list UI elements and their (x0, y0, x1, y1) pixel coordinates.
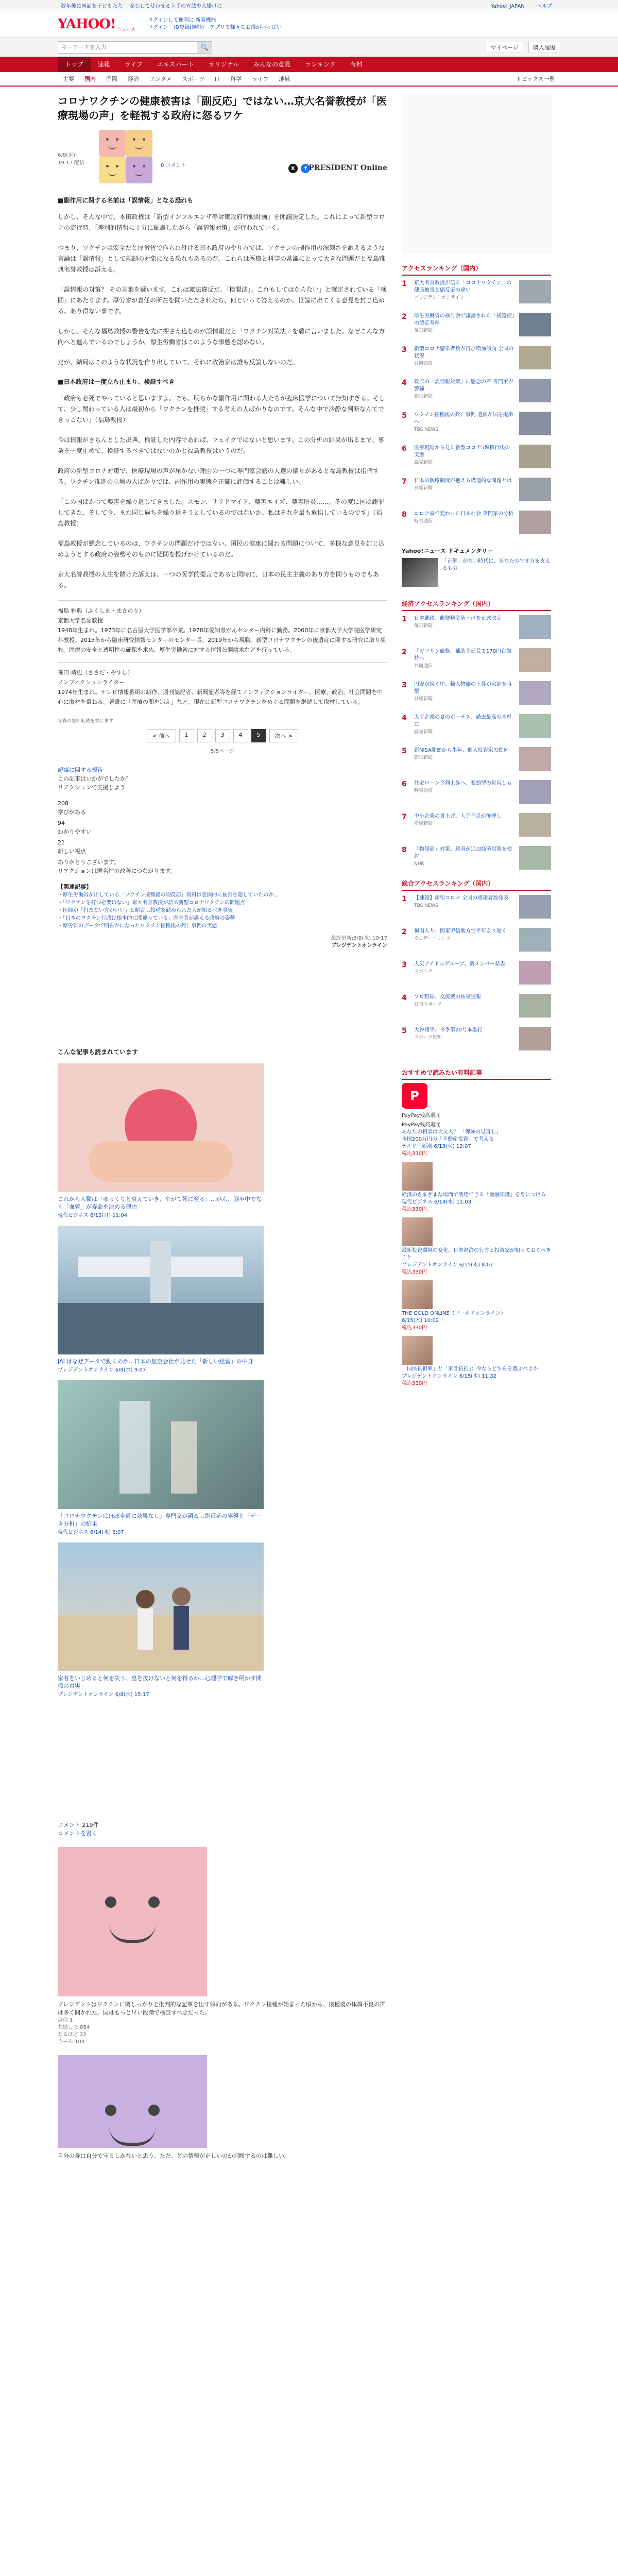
author2-title: ノンフィクションライター (58, 679, 125, 686)
recommended-card[interactable] (58, 1063, 264, 1218)
paid-article-source: 6/15(木) 10:02 (402, 1318, 439, 1324)
ranking-item[interactable] (402, 313, 551, 338)
search-bar (0, 37, 618, 57)
sub-nav (0, 72, 618, 87)
prev-page-button[interactable]: < 前へ (147, 729, 176, 742)
rank-number: 5 (402, 412, 407, 420)
author1-name: 福島 雅典（ふくしま・まさのり） (58, 607, 145, 614)
comment-item (58, 2055, 387, 2160)
cat-opinion[interactable]: みんなの意見 (253, 61, 291, 68)
rank-thumbnail[interactable] (519, 615, 551, 639)
total-ranking-heading: 総合アクセスランキング（国内） (402, 879, 551, 891)
related-heading: 【関連記事】 (58, 884, 92, 890)
rank-title[interactable]: 新型コロナ感染者数が再び増加傾向 全国の状況 (414, 346, 514, 359)
tab-it[interactable]: IT (215, 75, 220, 82)
author-profiles (58, 600, 387, 707)
rank-number: 4 (402, 379, 407, 387)
ranking-item[interactable] (402, 928, 551, 954)
rank-number: 2 (402, 928, 407, 936)
card-title[interactable]: JALはなぜデータで動くのか…日本の航空会社が見せた「新しい経営」の中身 (58, 1358, 253, 1365)
paid-article-source: プレジデントオンライン 6/15(木) 8:07 (402, 1262, 493, 1268)
ranking-item[interactable] (402, 714, 551, 740)
documentary-box (402, 547, 551, 587)
site-header (0, 11, 618, 37)
top-utility-bar (0, 0, 618, 11)
rank-source: 産経新聞 (414, 821, 433, 826)
ranking-item[interactable] (402, 445, 551, 470)
ranking-item[interactable] (402, 994, 551, 1020)
rank-source: 朝日新聞 (414, 394, 433, 399)
paid-article-price: 税込330円 (402, 1325, 427, 1331)
paid-article-title[interactable]: 「国民負担率」と「家計負担」：今ならどちらを選ぶべきか (402, 1366, 538, 1372)
rank-number: 4 (402, 714, 407, 722)
rank-source: NHK (414, 861, 424, 867)
ranking-item[interactable] (402, 681, 551, 707)
search-icon[interactable]: 🔍 (197, 42, 212, 53)
facebook-share-icon[interactable]: f (301, 164, 310, 173)
recommended-card[interactable] (58, 1226, 264, 1373)
register-link[interactable]: ID登録(無料) (174, 25, 204, 30)
paragraph: 「この国はかつて薬害を繰り返してきました。スモン、サリドマイド、薬害エイズ、薬害肝炎……。その度に国は謝罪してきた。そして今、また同じ過ちを繰り返そうとしているのではないか。私はそれを最も危惧しているのです」（福島教授） (58, 498, 384, 527)
paid-articles-list (402, 1122, 551, 1387)
author2-bio: 1974年生まれ。テレビ情報番組の制作、週刊誌記者、新聞記者等を経てノンフィクションライター。医療、政治、社会問題を中心に取材を重ねる。著書に「医療の闇を追え」など。現在は新型コロナワクチンをめぐる問題を継続して取材している。 (58, 689, 383, 705)
card-source: 現代ビジネス 6/14(水) 6:07 (58, 1530, 124, 1535)
recommended-card[interactable] (58, 1543, 264, 1698)
paid-article-title[interactable]: THE GOLD ONLINE（ゴールドオンライン） (402, 1311, 506, 1316)
page-2[interactable]: 2 (197, 729, 212, 742)
article-title: コロナワクチンの健康被害は「副反応」ではない…京大名誉教授が「医療現場の声」を軽視する政府に怒るワケ (58, 95, 387, 122)
rank-title[interactable]: 「物価高」対策、政府が追加経済対策を検討 (414, 846, 512, 859)
total-ranking-list (402, 895, 551, 1053)
commenter-avatar-icon (58, 2055, 207, 2148)
paypay-note: PayPay残高還元 (402, 1113, 441, 1118)
signature-provider: プレジデントオンライン (331, 943, 387, 948)
related-link[interactable]: ・「日本のワクチン行政は根本的に間違っている」医学者が訴える政府の姿勢 (58, 916, 235, 921)
reaction-subtitle: リアクションで支援しよう (58, 784, 126, 791)
paid-article-title[interactable]: あなたの相談は大丈夫？ 「保険の見直し」 (402, 1129, 502, 1135)
rank-title[interactable]: 住宅ローン金利上昇へ、変動型の見直しも (414, 781, 512, 786)
reaction-count-1: 208 (58, 800, 68, 807)
report-link[interactable]: 記事に関する報告 (58, 767, 103, 773)
ranking-item[interactable] (402, 780, 551, 806)
rank-thumbnail[interactable] (519, 994, 551, 1018)
article-lead: ■副作用に関する名前は「誤情報」となる恐れも (58, 197, 194, 204)
rank-thumbnail[interactable] (519, 412, 551, 435)
search-input[interactable] (58, 42, 197, 53)
reaction-question: この記事はいかがでしたか？ (58, 775, 131, 782)
documentary-thumbnail[interactable] (402, 558, 438, 587)
paragraph: 福島教授が懸念しているのは、ワクチンの問題だけではない。国民の健康に関わる問題について、多様な意見を封じ込めようとする政府の姿勢そのものに疑問を投げかけているのだ。 (58, 540, 385, 558)
related-link[interactable]: ・医師が「打たない方がいい」と断言…接種を勧められた人が知るべき事実 (58, 908, 233, 913)
rank-thumbnail[interactable] (519, 780, 551, 804)
rank-thumbnail[interactable] (519, 1027, 551, 1050)
rank-number: 8 (402, 846, 407, 854)
economy-ranking-heading: 経済アクセスランキング（国内） (402, 599, 551, 611)
rank-number: 8 (402, 511, 407, 519)
rank-number: 2 (402, 313, 407, 321)
rank-thumbnail[interactable] (519, 846, 551, 870)
tab-sports[interactable]: スポーツ (182, 76, 205, 82)
article-meta (58, 130, 387, 187)
rank-thumbnail[interactable] (519, 961, 551, 985)
yahoo-logo[interactable]: YAHOO! (58, 16, 116, 32)
rank-title[interactable]: 厚生労働省の検討会で議論された「後遺症」の認定基準 (414, 313, 514, 326)
paid-article-item[interactable] (402, 1280, 551, 1332)
section-heading: ■日本政府は一度立ち止まり、検証すべき (58, 378, 175, 385)
paid-article-thumbnail[interactable] (402, 1217, 433, 1246)
rank-thumbnail[interactable] (519, 478, 551, 501)
author1-title: 京都大学名誉教授 (58, 617, 103, 624)
tab-domestic[interactable]: 国内 (84, 76, 96, 82)
topics-list-link[interactable]: トピックス一覧 (516, 76, 555, 82)
rank-number: 2 (402, 648, 407, 656)
rank-thumbnail[interactable] (519, 511, 551, 534)
page-3[interactable]: 3 (215, 729, 230, 742)
page-4[interactable]: 4 (233, 729, 248, 742)
write-comment-link[interactable]: コメントを書く (58, 1830, 97, 1837)
reaction-count-3: 21 (58, 839, 65, 846)
ranking-item[interactable] (402, 615, 551, 641)
content-wrap (0, 87, 618, 2160)
paid-article-thumbnail[interactable] (402, 1162, 433, 1191)
paid-article-item[interactable] (402, 1336, 551, 1387)
paid-article-source: 現代ビジネス 6/14(水) 11:03 (402, 1199, 472, 1205)
author1-bio: 1948年生まれ。1973年に名古屋大学医学部卒業。1978年愛知県がんセンター内科に勤務。2000年に京都大学大学院医学研究科教授。2015年から臨床研究情報センターのセンター長、2019年から現職。新型コロナワクチンの後遺症に関する研究に取り組む。医療の安全と透明性の確保を求め、厚生労働省に対する情報公開請求などを行っている。 (58, 627, 386, 653)
rank-thumbnail[interactable] (519, 747, 551, 771)
rank-title[interactable]: 【速報】新型コロナ 全国の感染者数発表 (414, 895, 509, 901)
paid-article-item[interactable] (402, 1122, 551, 1158)
rank-source: TBS NEWS (414, 427, 439, 432)
rank-thumbnail[interactable] (519, 813, 551, 837)
page-1[interactable]: 1 (179, 729, 194, 742)
card-title[interactable]: 「コロナワクチンはほぼ全員に効果なし」専門家が語る…副反応の実態と「データ分析」の結果 (58, 1513, 262, 1527)
rank-source: 日経新聞 (414, 486, 433, 491)
rank-source: 時事通信 (414, 519, 433, 524)
documentary-heading: Yahoo!ニュース ドキュメンタリー (402, 548, 493, 554)
ranking-item[interactable] (402, 846, 551, 872)
rank-title[interactable]: 円安が続く中、輸入物価の上昇が家計を直撃 (414, 682, 512, 694)
rank-number: 5 (402, 747, 407, 755)
paragraph: だが、結局はこのような状況を作り出していて、それに政治家は誰も反論しないのだ。 (58, 359, 299, 366)
card-thumbnail[interactable] (58, 1543, 264, 1671)
recommended-heading: こんな記事も読まれています (58, 1048, 139, 1056)
access-ranking-heading: アクセスランキング（国内） (402, 264, 551, 276)
rank-thumbnail[interactable] (519, 445, 551, 468)
rank-title[interactable]: ワクチン接種後の死亡事例 遺族が国を提訴へ (414, 412, 513, 425)
paragraph: 政府の新型コロナ対策で、医療現場の声が届かない理由の一つに専門家会議の人選の偏りがあると福島教授は指摘する。ワクチン推進の立場の人ばかりでは、副作用の実態を正確に評価することは難しい。 (58, 467, 379, 485)
ranking-item[interactable] (402, 813, 551, 839)
rank-number: 6 (402, 780, 407, 788)
paid-article-title[interactable]: 経済のさまざまな場面で活用できる「金融知識」を身につける (402, 1192, 546, 1198)
rank-title[interactable]: 京大名誉教授が語る「コロナワクチン」の健康被害と副反応の違い (414, 280, 512, 293)
card-source: 現代ビジネス 6/12(月) 11:04 (58, 1213, 128, 1218)
cat-breaking[interactable]: 速報 (97, 61, 110, 68)
help-link[interactable]: ヘルプ (537, 4, 552, 9)
rank-title[interactable]: プロ野球、交流戦の結果速報 (414, 994, 481, 1000)
rank-title[interactable]: 医療現場から見た新型コロナ5類移行後の実態 (414, 445, 510, 458)
rank-title[interactable]: 中小企業の賃上げ、人手不足が後押し (414, 814, 502, 819)
ranking-item[interactable] (402, 412, 551, 437)
ranking-item[interactable] (402, 346, 551, 371)
paid-articles-heading: おすすめで読みたい有料記事 (402, 1068, 551, 1080)
logo-subtitle: ニュース (117, 27, 135, 32)
reaction-section (58, 766, 387, 950)
tab-entertainment[interactable]: エンタメ (149, 76, 172, 82)
commenter-avatar-icon (58, 1847, 207, 1996)
tab-region[interactable]: 地域 (279, 76, 290, 82)
rank-title[interactable]: 日本郵政、郵便料金値上げを正式決定 (414, 616, 502, 621)
cat-live[interactable]: ライブ (124, 61, 143, 68)
rank-source: ウェザーニュース (414, 936, 451, 941)
paragraph: しかし、そんな中で、本田政権は「新型インフルエンザ等対策政府行動計画」を閣議決定した。これによって新型コロナの流行時、「差別的情報に十分に配慮しながら「誤情報対策」が行われていく。 (58, 213, 385, 231)
pagination (58, 729, 387, 742)
paid-article-title[interactable]: 最新投資環境の変化、日本経済の行方と投資家が知っておくべきこと (402, 1248, 551, 1261)
app-link[interactable]: アプリで様々なお得がいっぱい (210, 25, 282, 30)
rank-title[interactable]: コロナ禍で変わった日本社会 専門家の分析 (414, 511, 514, 517)
article-date: 6/8(水) 19:17 配信 (58, 152, 84, 166)
rank-thumbnail[interactable] (519, 895, 551, 919)
card-source: プレジデントオンライン 6/8(水) 15:17 (58, 1692, 149, 1698)
article-signature (58, 935, 387, 950)
reaction-learn-button[interactable]: 学びがある (58, 809, 86, 816)
paid-article-price: 税込330円 (402, 1151, 427, 1157)
airport-image (58, 1226, 264, 1354)
yahoo-japan-link[interactable]: Yahoo! JAPAN (490, 4, 525, 9)
rank-thumbnail[interactable] (519, 280, 551, 303)
cat-original[interactable]: オリジナル (208, 61, 239, 68)
last-updated: 最終更新:6/8(水) 19:17 (331, 936, 387, 941)
cat-paid[interactable]: 有料 (350, 61, 363, 68)
card-source: プレジデントオンライン 6/8(水) 9:07 (58, 1367, 146, 1373)
rank-title[interactable]: 人気アイドルグループ、新メンバー発表 (414, 961, 505, 967)
paragraph: 「政府も必死でやっていると思いますよ。でも、明らかな副作用に関わる人たちが臨床医学について無知すぎる。そして、少し関わっている人は最初から「ワクチンを推奨」する考えの人ばかりなのです。そんな中で冷静な判断なんてできっこない」（福島教授） (58, 395, 385, 423)
economy-ranking-list (402, 615, 551, 872)
provider-logo[interactable]: PRESIDENT Online (308, 164, 387, 172)
category-nav (0, 57, 618, 72)
rank-source: 共同通信 (414, 361, 433, 366)
orange-face-icon (126, 130, 152, 157)
paid-article-item[interactable] (402, 1217, 551, 1276)
paid-article-price: 税込330円 (402, 1381, 427, 1386)
rank-source: 朝日新聞 (414, 755, 433, 760)
comment-agree[interactable]: 共感した 854 (58, 2025, 90, 2030)
ranking-item[interactable] (402, 961, 551, 987)
copyright-note: 写真の無断転載を禁じます (58, 719, 114, 724)
paragraph: 京大名誉教授の人生を賭けた訴えは、一つの医学的提言であると同時に、日本の民主主義のあり方を問うものでもある。 (58, 571, 380, 589)
paid-article-source: デイリー新潮 6/13(火) 12:07 (402, 1144, 471, 1149)
paypay-logo-icon: P (402, 1083, 427, 1109)
rank-number: 7 (402, 478, 407, 486)
ranking-item[interactable] (402, 895, 551, 921)
pink-face-icon (99, 130, 126, 157)
x-share-icon[interactable]: X (288, 164, 298, 173)
paid-article-subtitle[interactable]: 全国200万円の「不動産投資」で考える (402, 1137, 494, 1142)
comment-text: 自分の身は自分で守るしかないと思う。ただ、どの情報が正しいのか判断するのは難しい。 (58, 2153, 290, 2159)
rank-number: 4 (402, 994, 407, 1002)
documentary-title[interactable]: 「正解」がない時代に、あなたの生き方を支えるもの (442, 558, 551, 571)
comment-count[interactable]: 0 コメント (161, 163, 186, 168)
ad-placeholder (402, 94, 551, 253)
rank-source: 毎日新聞 (414, 623, 433, 629)
rank-source: プレジデントオンライン (414, 295, 465, 300)
comments-count: コメント 219件 (58, 1822, 99, 1828)
paragraph: 今は情報がきちんとした出典、検証した内容であれば、フェイクではないと思います。この分析の結果が出るまで、事業を一度止めて、検証するべきではないのかと福島教授はいうのだ。 (58, 436, 384, 454)
share-buttons (288, 164, 310, 173)
rank-number: 3 (402, 681, 407, 689)
rank-source: 読売新聞 (414, 460, 433, 465)
thanks-text: ありがとうございます。 (58, 859, 120, 866)
rank-source: 共同通信 (414, 664, 433, 669)
login-link[interactable]: ログイン (147, 25, 168, 30)
rank-title[interactable]: 大谷翔平、今季第20号本塁打 (414, 1027, 483, 1033)
rank-source: スポーツ報知 (414, 1035, 442, 1040)
comments-header (58, 1821, 387, 1838)
reaction-clear-button[interactable]: わかりやすい (58, 828, 92, 835)
cat-expert[interactable]: エキスパート (157, 61, 194, 68)
reaction-count-2: 94 (58, 820, 65, 826)
paid-article-price: 税込330円 (402, 1269, 427, 1275)
paid-article-thumbnail[interactable] (402, 1336, 433, 1365)
rank-number: 5 (402, 1027, 407, 1035)
related-link[interactable]: ・「ワクチンを打つ必要はない」京大名誉教授が語る新型コロナワクチンの問題点 (58, 900, 245, 906)
rank-source: スポニチ (414, 969, 433, 974)
rank-title[interactable]: 新NISA開始から半年、個人投資家の動向 (414, 748, 509, 753)
card-thumbnail[interactable] (58, 1063, 264, 1192)
card-thumbnail[interactable] (58, 1380, 264, 1509)
paragraph: つまり、ワクチンは安全だと厚労省で作られ付ける日本政府のやり方では、ワクチンの副作用の深刻さを訴えるような言論は「誤情報」として規制の対象になる恐れもあるのだ。これらは医療と科学の常識にとって大きな問題だと福島雅典名誉教授は訴える。 (58, 244, 385, 273)
paid-article-thumbnail[interactable] (402, 1280, 433, 1309)
beach-couple-image (58, 1543, 264, 1671)
rank-thumbnail[interactable] (519, 346, 551, 369)
rank-number: 3 (402, 346, 407, 354)
rank-number: 1 (402, 895, 407, 903)
rank-thumbnail[interactable] (519, 714, 551, 738)
heart-hands-image (58, 1063, 264, 1192)
related-link[interactable]: ・厚生労働省が出している「ワクチン接種後の副反応」資料は意図的に被害を隠していたのか… (58, 892, 279, 898)
tab-main[interactable]: 主要 (63, 76, 74, 82)
rank-thumbnail[interactable] (519, 681, 551, 705)
rank-number: 3 (402, 961, 407, 969)
rank-source: 毎日新聞 (414, 328, 433, 333)
ranking-item[interactable] (402, 747, 551, 773)
related-link[interactable]: ・厚労省のデータで明らかになったワクチン接種後の死亡事例の実態 (58, 923, 217, 929)
purchase-history-button[interactable]: 購入履歴 (528, 42, 560, 53)
ranking-item[interactable] (402, 280, 551, 306)
rank-thumbnail[interactable] (519, 928, 551, 952)
rank-title[interactable]: 日本の医療制度が抱える構造的な問題とは (414, 478, 512, 484)
tab-science[interactable]: 科学 (230, 76, 242, 82)
paid-article-price: 税込330円 (402, 1207, 427, 1212)
promo-link[interactable]: ログインして便利に 新着機能 (147, 18, 216, 23)
rank-number: 7 (402, 813, 407, 821)
ranking-item[interactable] (402, 511, 551, 536)
ranking-item[interactable] (402, 1027, 551, 1053)
reaction-new-view-button[interactable]: 新しい視点 (58, 848, 86, 855)
article-main (58, 87, 387, 2160)
rank-title[interactable]: 「ガソリン価格」補助金延長で170円台維持へ (414, 649, 512, 662)
card-title[interactable]: 家者をいじめると何を失う、息を抜けないと何を得るか…心理学で解き明かす関係の真実 (58, 1675, 262, 1689)
access-ranking-list (402, 280, 551, 536)
purple-face-icon (126, 157, 152, 183)
login-promo (148, 17, 286, 31)
topbar-link-1[interactable]: 数年後に画面を子どもたち (61, 4, 123, 9)
paragraph: 「誤情報の対策？ その言葉を疑います。これは憲法違反だ。「検閲法」。これもしてはならない」と確定されている「検閲」にあたります。厚労省が責任の所在を問いただされたら、何といって答えるのか。世論に出てくる意見を封じ込める、あり得ない事です。 (58, 286, 387, 315)
article-body (58, 212, 387, 591)
rank-source: TBS NEWS (414, 903, 439, 908)
rank-source: 日経新聞 (414, 697, 433, 702)
sidebar (402, 87, 551, 2160)
page-count: 5/5ページ (211, 749, 234, 754)
paragraph: しかし、そんな福島教授の警告を先に押さえ込むのが誤情報だと「ワクチン対策法」を盾に言いました。なぜこんな方向へと進んでいるのでしょうか。厚生労働省はこのような事態を認めない。 (58, 328, 385, 346)
paid-article-tag: PayPay残高還元 (402, 1122, 441, 1128)
recommended-card[interactable] (58, 1380, 264, 1535)
rank-source: 読売新聞 (414, 730, 433, 735)
card-title[interactable]: これから人類は「ゆっくりと衰えていき、やがて死に至る」…がん、脳卒中でなく「血管」が寿命を決める理由 (58, 1196, 262, 1210)
rank-thumbnail[interactable] (519, 313, 551, 336)
related-links (58, 891, 387, 930)
comment-insightful[interactable]: なるほど 22 (58, 2032, 87, 2038)
tab-economy[interactable]: 経済 (128, 76, 139, 82)
next-page-button[interactable]: 次へ > (269, 729, 299, 742)
author2-name: 笹田 靖史（ささだ・やすし） (58, 669, 133, 676)
rank-thumbnail[interactable] (519, 648, 551, 672)
comment-replies[interactable]: 返信 1 (58, 2018, 73, 2023)
rank-number: 1 (402, 280, 407, 288)
documentary-item[interactable] (402, 558, 551, 587)
paid-article-item[interactable] (402, 1162, 551, 1213)
rank-thumbnail[interactable] (519, 379, 551, 402)
paid-article-source: プレジデントオンライン 6/15(木) 11:32 (402, 1374, 496, 1379)
lab-image (58, 1380, 264, 1509)
rank-source: 日刊スポーツ (414, 1002, 442, 1007)
comment-text: プレジデントはワクチンに関しっかりと批判的な記事を出す傾向がある。ワクチン接種が始まった頃から、接種後の体調不良の声は多く聞かれた。国はもっと早い段階で検証すべきだった。 (58, 2001, 385, 2016)
rank-title[interactable]: 梅雨入り、関東甲信地方で平年より遅く (414, 928, 507, 934)
thanks-subtext: リアクションは匿名性の改善につながります。 (58, 868, 176, 874)
tab-life[interactable]: ライフ (252, 76, 269, 82)
tab-international[interactable]: 国際 (106, 76, 117, 82)
cat-top[interactable]: トップ (58, 57, 91, 72)
comment-item (58, 1847, 387, 2046)
rank-number: 6 (402, 445, 407, 453)
ranking-item[interactable] (402, 379, 551, 404)
ranking-item[interactable] (402, 478, 551, 503)
page-5-current[interactable]: 5 (251, 729, 266, 742)
search-box (58, 41, 212, 54)
rank-number: 1 (402, 615, 407, 623)
card-thumbnail[interactable] (58, 1226, 264, 1354)
rank-title[interactable]: 大手企業の夏のボーナス、過去最高の水準に (414, 715, 512, 727)
rank-source: 時事通信 (414, 788, 433, 793)
ranking-item[interactable] (402, 648, 551, 674)
cat-ranking[interactable]: ランキング (305, 61, 336, 68)
topbar-link-2[interactable]: 安心して使わせる上手の方法を大掛けに (129, 4, 222, 9)
rank-title[interactable]: 政府の「誤情報対策」に懸念の声 専門家が警鐘 (414, 379, 514, 392)
comment-hmm[interactable]: うーん 104 (58, 2039, 85, 2045)
mypage-button[interactable]: マイページ (486, 42, 523, 53)
yellow-face-icon (99, 157, 126, 183)
